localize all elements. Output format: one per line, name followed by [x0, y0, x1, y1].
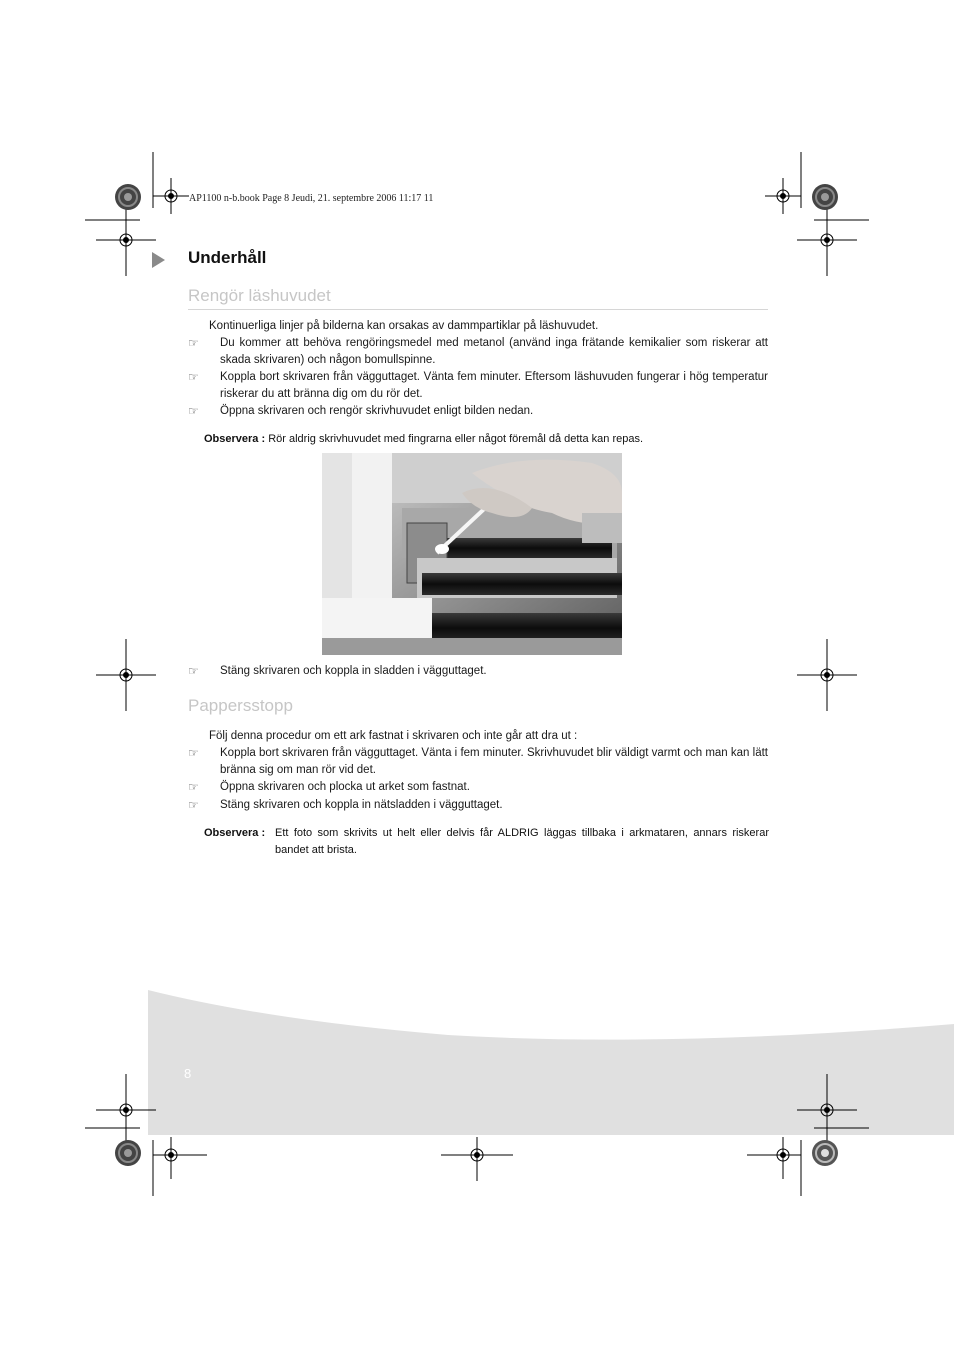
pointing-hand-icon: ☞ [188, 404, 199, 418]
jam-intro: Följ denna procedur om ett ark fastnat i skrivaren och inte går att dra ut : [209, 730, 578, 742]
pointing-hand-icon: ☞ [188, 336, 199, 350]
file-info-header: AP1100 n-b.book Page 8 Jeudi, 21. septembre 2006 11:17 11 [189, 193, 434, 204]
pointing-hand-icon: ☞ [188, 797, 199, 812]
step-text: Öppna skrivaren och plocka ut arket som fastnat. [220, 781, 470, 793]
step-text: Öppna skrivaren och rengör skrivhuvudet enligt bilden nedan. [220, 405, 534, 417]
step-text: Stäng skrivaren och koppla in sladden i vägguttaget. [220, 665, 487, 677]
note-text: Rör aldrig skrivhuvudet med fingrarna eller något föremål då detta kan repas. [268, 433, 644, 445]
step-text: Koppla bort skrivaren från vägguttaget. Vänta fem minuter. Eftersom läshuvuden fungerar i hög temperatur riskerar du att bränna dig om du rör det. [220, 371, 768, 400]
pointing-hand-icon: ☞ [188, 746, 199, 760]
note-label: Observera : [204, 827, 266, 839]
section-title: Underhåll [188, 248, 267, 267]
step-text: Du kommer att behöva rengöringsmedel med metanol (använd inga frätande kemikalier som riskerar att skada skrivaren) och någon bomullspinne. [220, 337, 768, 366]
pointing-hand-icon: ☞ [188, 780, 199, 794]
page-number: 8 [184, 1066, 192, 1081]
step-text: Stäng skrivaren och koppla in nätsladden i vägguttaget. [220, 798, 503, 811]
note-label: Observera : [204, 433, 266, 445]
clean-heading: Rengör läshuvudet [188, 286, 331, 305]
pointing-hand-icon: ☞ [188, 370, 199, 384]
step-text: Koppla bort skrivaren från vägguttaget. Vänta i fem minuter. Skrivhuvudet blir väldigt varmt och man kan lätt bränna sig om man rör vid det. [220, 747, 768, 776]
pointing-hand-icon: ☞ [188, 664, 199, 678]
note-text: Ett foto som skrivits ut helt eller delvis får ALDRIG läggas tillbaka i arkmataren, annars riskerar bandet att brista. [275, 827, 769, 856]
clean-intro: Kontinuerliga linjer på bilderna kan orsakas av dammpartiklar på läshuvudet. [209, 320, 599, 332]
jam-heading: Pappersstopp [188, 696, 293, 715]
